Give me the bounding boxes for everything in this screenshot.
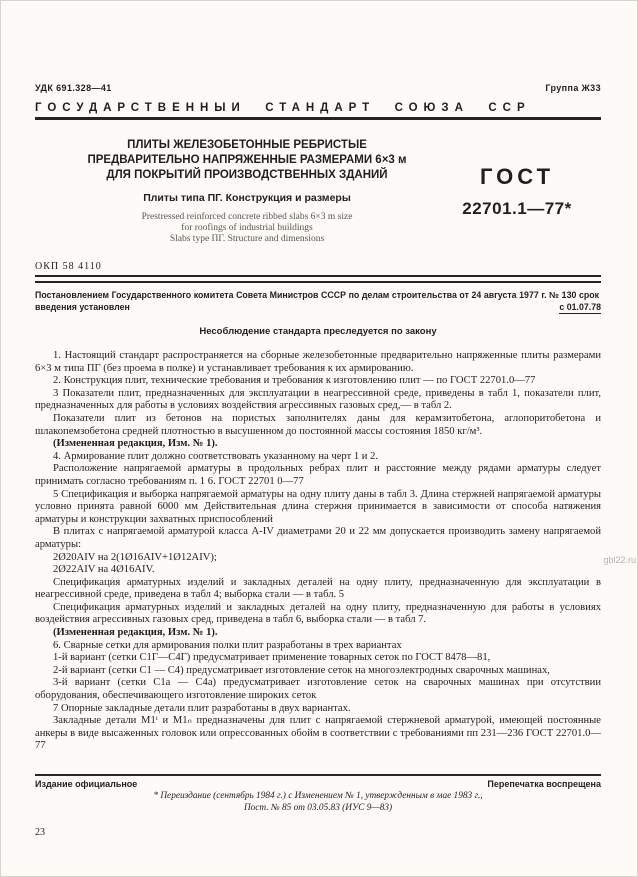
paragraph-13: Спецификация арматурных изделий и закладных деталей на одну плиту, предназначенную для работы в условиях воздействия агрессивных газовых сред, приведена в табл 6, выборка стали — в табл 7.	[35, 601, 601, 626]
english-title	[61, 212, 433, 245]
paragraph-12: Спецификация арматурных изделий и закладных деталей на одну плиту, предназначенную для эксплуатации в неагрессивной среде, приведена в табл 4; выборка стали — в табл. 5	[35, 576, 601, 601]
watermark: gbl22.ru	[603, 555, 636, 565]
okp-code: ОКП 58 4110	[35, 261, 102, 272]
document-header-row	[35, 83, 601, 93]
english-title-line-3: Slabs type ПГ. Structure and dimensions	[169, 234, 325, 244]
footer-row	[35, 779, 601, 789]
standard-title	[61, 138, 433, 183]
paragraph-19: 7 Опорные закладные детали плит разработаны в двух вариантах.	[53, 702, 351, 714]
gost-number: 22701.1—77*	[462, 199, 572, 218]
separator-double-rule	[35, 275, 601, 283]
english-title-line-2: for roofings of industrial buildings	[181, 223, 313, 233]
title-line-2: ПРЕДВАРИТЕЛЬНО НАПРЯЖЕННЫЕ РАЗМЕРАМИ 6×3 м	[87, 154, 407, 166]
paragraph-9: В плитах с напрягаемой арматурой класса А-IV диаметрами 20 и 22 мм допускается производить замену напрягаемой арматуры:	[35, 526, 601, 550]
effective-date: с 01.07.78	[559, 302, 601, 315]
standard-subtitle: Плиты типа ПГ. Конструкция и размеры	[143, 192, 351, 204]
group-label: Группа Ж33	[545, 83, 601, 93]
title-section	[35, 138, 601, 245]
title-line-1: ПЛИТЫ ЖЕЛЕЗОБЕТОННЫЕ РЕБРИСТЫЕ	[127, 139, 367, 151]
paragraph-1: 1. Настоящий стандарт распространяется на сборные железобетонные предварительно напряженные плиты размерами 6×3 м типа ПГ (без проема в полке) и устанавливает требования к их армированию.	[35, 350, 601, 374]
decree-block	[35, 290, 601, 313]
document-footer	[35, 774, 601, 838]
english-title-line-1: Prestressed reinforced concrete ribbed slabs 6×3 m size	[141, 212, 353, 222]
paragraph-3: 3 Показатели плит, предназначенных для эксплуатации в неагрессивной среде, приведены в табл 1, показатели плит, предназначенных для работы в условиях воздействия агрессивных газовых сред,— в табл 2.	[35, 387, 601, 412]
udk-label: УДК 691.328—41	[35, 83, 112, 93]
footer-rule	[35, 774, 601, 776]
decree-text: Постановлением Государственного комитета Совета Министров СССР по делам строительства от 24 августа 1977 г. № 130 срок введения установлен	[35, 290, 599, 312]
reissue-footnote	[35, 791, 601, 814]
paragraph-7: Расположение напрягаемой арматуры в продольных ребрах плит и расстояние между рядами арматуры следует принимать согласно требованиям п. 1 6. ГОСТ 22701 0—77	[35, 463, 601, 487]
amendment-note-2: (Измененная редакция, Изм. № 1).	[53, 627, 218, 639]
document-body	[35, 350, 601, 753]
state-standard-header: ГОСУДАРСТВЕННЫЙ СТАНДАРТ СОЮЗА ССР	[35, 102, 531, 114]
amendment-note-1: (Измененная редакция, Изм. № 1).	[53, 438, 218, 450]
paragraph-4: Показатели плит из бетонов на пористых заполнителях даны для керамзитобетона, аглопоритобетона и шлакопемзобетона средней плотностью в высушенном до постоянной массы состояния 1850 кг/м³.	[35, 412, 601, 437]
gost-label: ГОСТ	[479, 164, 555, 189]
variant-2: 2-й вариант (сетки С1 — С4) предусматривает изготовление сеток на многоэлектродных сварочных машинах,	[53, 664, 550, 676]
footnote-line-1: * Переиздание (сентябрь 1984 г.) с Изменением № 1, утвержденным в мае 1983 г.,	[153, 791, 483, 801]
variant-3: 3-й вариант (сетки С1а — С4а) предусматривает изготовление сеток на сварочных машинах при отсутствии оборудования, обеспечивающего изготовление широких сеток	[35, 677, 601, 702]
paragraph-8: 5 Спецификация и выборка напрягаемой арматуры на одну плиту даны в табл 3. Длина стержней напрягаемой арматуры условно принята равной 6000 мм Действительная длина стержня принимается в зависимости от способа натяжения арматуры и конструкции захватных приспособлений	[35, 488, 601, 525]
official-edition-label: Издание официальное	[35, 779, 138, 789]
rebar-substitution-1: 2Ø20АIV на 2(1Ø16АIV+1Ø12АIV);	[53, 551, 217, 563]
title-line-3: ДЛЯ ПОКРЫТИЙ ПРОИЗВОДСТВЕННЫХ ЗДАНИЙ	[106, 169, 388, 181]
page-number: 23	[35, 827, 45, 838]
header-rule	[35, 117, 601, 120]
rebar-substitution-2: 2Ø22АIV на 4Ø16АIV.	[53, 564, 155, 576]
paragraph-15: 6. Сварные сетки для армирования полки плит разработаны в трех вариантах	[53, 639, 402, 651]
reprint-prohibited-label: Перепечатка воспрещена	[487, 779, 601, 789]
variant-1: 1-й вариант (сетки С1Г—С4Г) предусматривает применение товарных сеток по ГОСТ 8478—81,	[53, 652, 491, 664]
footnote-line-2: Пост. № 85 от 03.05.83 (ИУС 9—83)	[243, 802, 393, 813]
paragraph-2: 2. Конструкция плит, технические требования и требования к изготовлению плит — по ГОСТ 22701.0—77	[53, 375, 536, 387]
paragraph-6: 4. Армирование плит должно соответствовать указанному на черт 1 и 2.	[53, 450, 379, 462]
title-block	[35, 138, 433, 245]
gost-designation	[433, 164, 601, 245]
law-notice: Несоблюдение стандарта преследуется по закону	[199, 326, 437, 337]
paragraph-20: Закладные детали М1ᵗ и М1ₙ предназначены для плит с напрягаемой стержневой арматурой, имеющей постоянные анкеры в виде высаженных головок или опрессованных обойм в соответствии с требованиями пп 231—236 ГОСТ 22701.0—77	[35, 715, 601, 752]
